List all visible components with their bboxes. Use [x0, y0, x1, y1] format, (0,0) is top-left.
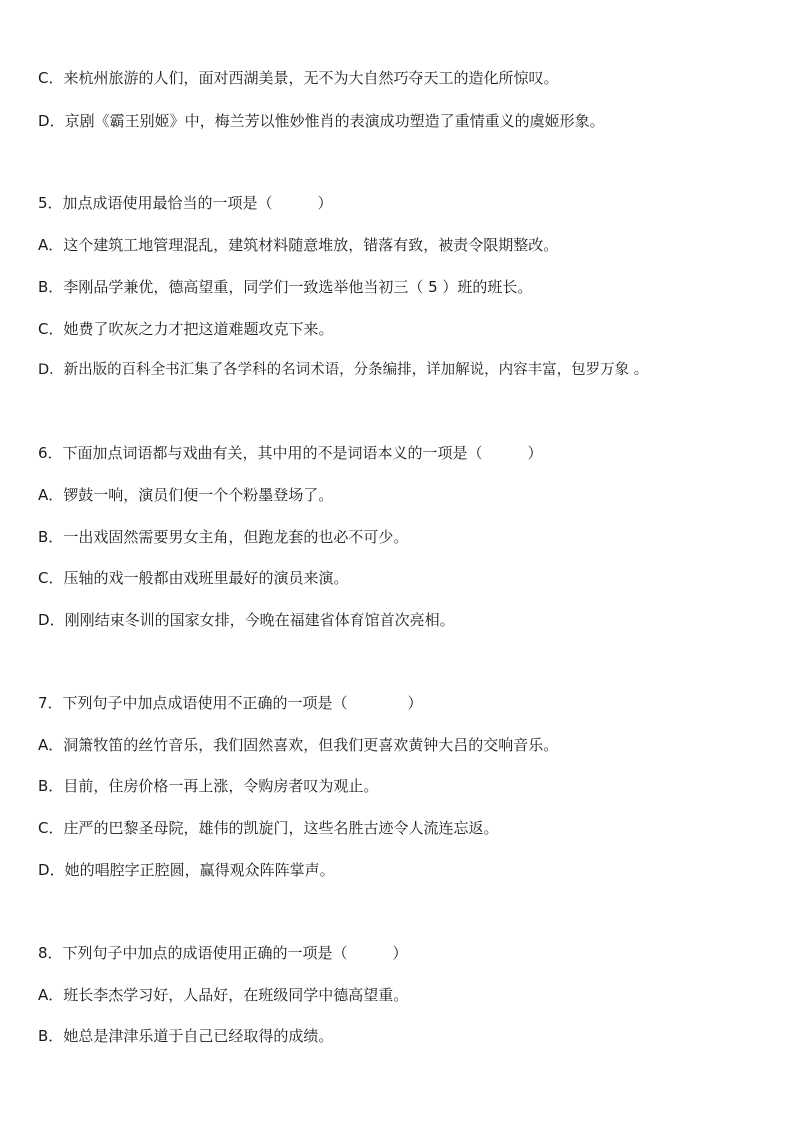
option-text: 刚刚结束冬训的国家女排，今晚在福建省体育馆首次亮相。: [64, 611, 455, 629]
option-letter: A: [38, 236, 49, 254]
q6-option-a: A．锣鼓一响，演员们便一个个粉墨登场了。: [38, 486, 334, 504]
option-letter: B: [38, 278, 49, 296]
q7-stem: 7．下列句子中加点成语使用不正确的一项是（ ）: [38, 694, 423, 712]
option-text: 一出戏固然需要男女主角，但跑龙套的也必不可少。: [63, 528, 409, 546]
q6-option-d: D．刚刚结束冬训的国家女排，今晚在福建省体育馆首次亮相。: [38, 611, 455, 629]
option-text: 李刚品学兼优，德高望重，同学们一致选举他当初三（ 5 ）班的班长。: [63, 278, 533, 296]
q4-option-d: D．京剧《霸王别姬》中，梅兰芳以惟妙惟肖的表演成功塑造了重情重义的虞姬形象。: [38, 112, 605, 130]
q4-option-c: C．来杭州旅游的人们，面对西湖美景，无不为大自然巧夺天工的造化所惊叹。: [38, 69, 559, 87]
q5-stem: 5．加点成语使用最恰当的一项是（ ）: [38, 194, 333, 212]
option-letter: A: [38, 486, 49, 504]
option-letter: C: [38, 69, 49, 87]
q7-option-a: A．洞箫牧笛的丝竹音乐，我们固然喜欢，但我们更喜欢黄钟大吕的交响音乐。: [38, 736, 559, 754]
q7-option-c: C．庄严的巴黎圣母院，雄伟的凯旋门，这些名胜古迹令人流连忘返。: [38, 819, 499, 837]
option-letter: C: [38, 819, 49, 837]
q6-stem: 6．下面加点词语都与戏曲有关，其中用的不是词语本义的一项是（ ）: [38, 444, 543, 462]
q8-stem: 8．下列句子中加点的成语使用正确的一项是（ ）: [38, 944, 408, 962]
q8-option-a: A．班长李杰学习好，人品好，在班级同学中德高望重。: [38, 986, 409, 1004]
option-letter: D: [38, 611, 50, 629]
option-text: 她的唱腔字正腔圆，赢得观众阵阵掌声。: [64, 861, 335, 879]
option-text: 班长李杰学习好，人品好，在班级同学中德高望重。: [63, 986, 409, 1004]
option-letter: D: [38, 112, 50, 130]
option-letter: B: [38, 1027, 49, 1045]
option-letter: A: [38, 986, 49, 1004]
q6-option-c: C．压轴的戏一般都由戏班里最好的演员来演。: [38, 569, 349, 587]
q6-option-b: B．一出戏固然需要男女主角，但跑龙套的也必不可少。: [38, 528, 409, 546]
q5-option-c: C．她费了吹灰之力才把这道难题攻克下来。: [38, 320, 334, 338]
option-text: 庄严的巴黎圣母院，雄伟的凯旋门，这些名胜古迹令人流连忘返。: [63, 819, 499, 837]
option-letter: B: [38, 777, 49, 795]
option-letter: D: [38, 861, 50, 879]
q5-option-d: D．新出版的百科全书汇集了各学科的名词术语，分条编排，详加解说，内容丰富，包罗万象 。: [38, 362, 649, 378]
option-text: 洞箫牧笛的丝竹音乐，我们固然喜欢，但我们更喜欢黄钟大吕的交响音乐。: [63, 736, 559, 754]
option-letter: D: [38, 362, 50, 378]
option-letter: C: [38, 320, 49, 338]
option-letter: C: [38, 569, 49, 587]
option-text: 目前，住房价格一再上涨，令购房者叹为观止。: [63, 777, 379, 795]
option-text: 锣鼓一响，演员们便一个个粉墨登场了。: [63, 486, 334, 504]
q7-option-b: B．目前，住房价格一再上涨，令购房者叹为观止。: [38, 777, 379, 795]
option-text: 这个建筑工地管理混乱，建筑材料随意堆放，错落有致，被责令限期整改。: [63, 236, 559, 254]
option-text: 京剧《霸王别姬》中，梅兰芳以惟妙惟肖的表演成功塑造了重情重义的虞姬形象。: [64, 112, 605, 130]
option-text: 她总是津津乐道于自己已经取得的成绩。: [63, 1027, 334, 1045]
option-text: 她费了吹灰之力才把这道难题攻克下来。: [63, 320, 334, 338]
option-letter: B: [38, 528, 49, 546]
option-text: 压轴的戏一般都由戏班里最好的演员来演。: [63, 569, 349, 587]
q7-option-d: D．她的唱腔字正腔圆，赢得观众阵阵掌声。: [38, 861, 335, 879]
option-letter: A: [38, 736, 49, 754]
q5-option-a: A．这个建筑工地管理混乱，建筑材料随意堆放，错落有致，被责令限期整改。: [38, 236, 559, 254]
option-text: 来杭州旅游的人们，面对西湖美景，无不为大自然巧夺天工的造化所惊叹。: [63, 69, 559, 87]
q8-option-b: B．她总是津津乐道于自己已经取得的成绩。: [38, 1027, 334, 1045]
q5-option-b: B．李刚品学兼优，德高望重，同学们一致选举他当初三（ 5 ）班的班长。: [38, 278, 533, 296]
option-text: 新出版的百科全书汇集了各学科的名词术语，分条编排，详加解说，内容丰富，包罗万象 。: [63, 362, 649, 378]
